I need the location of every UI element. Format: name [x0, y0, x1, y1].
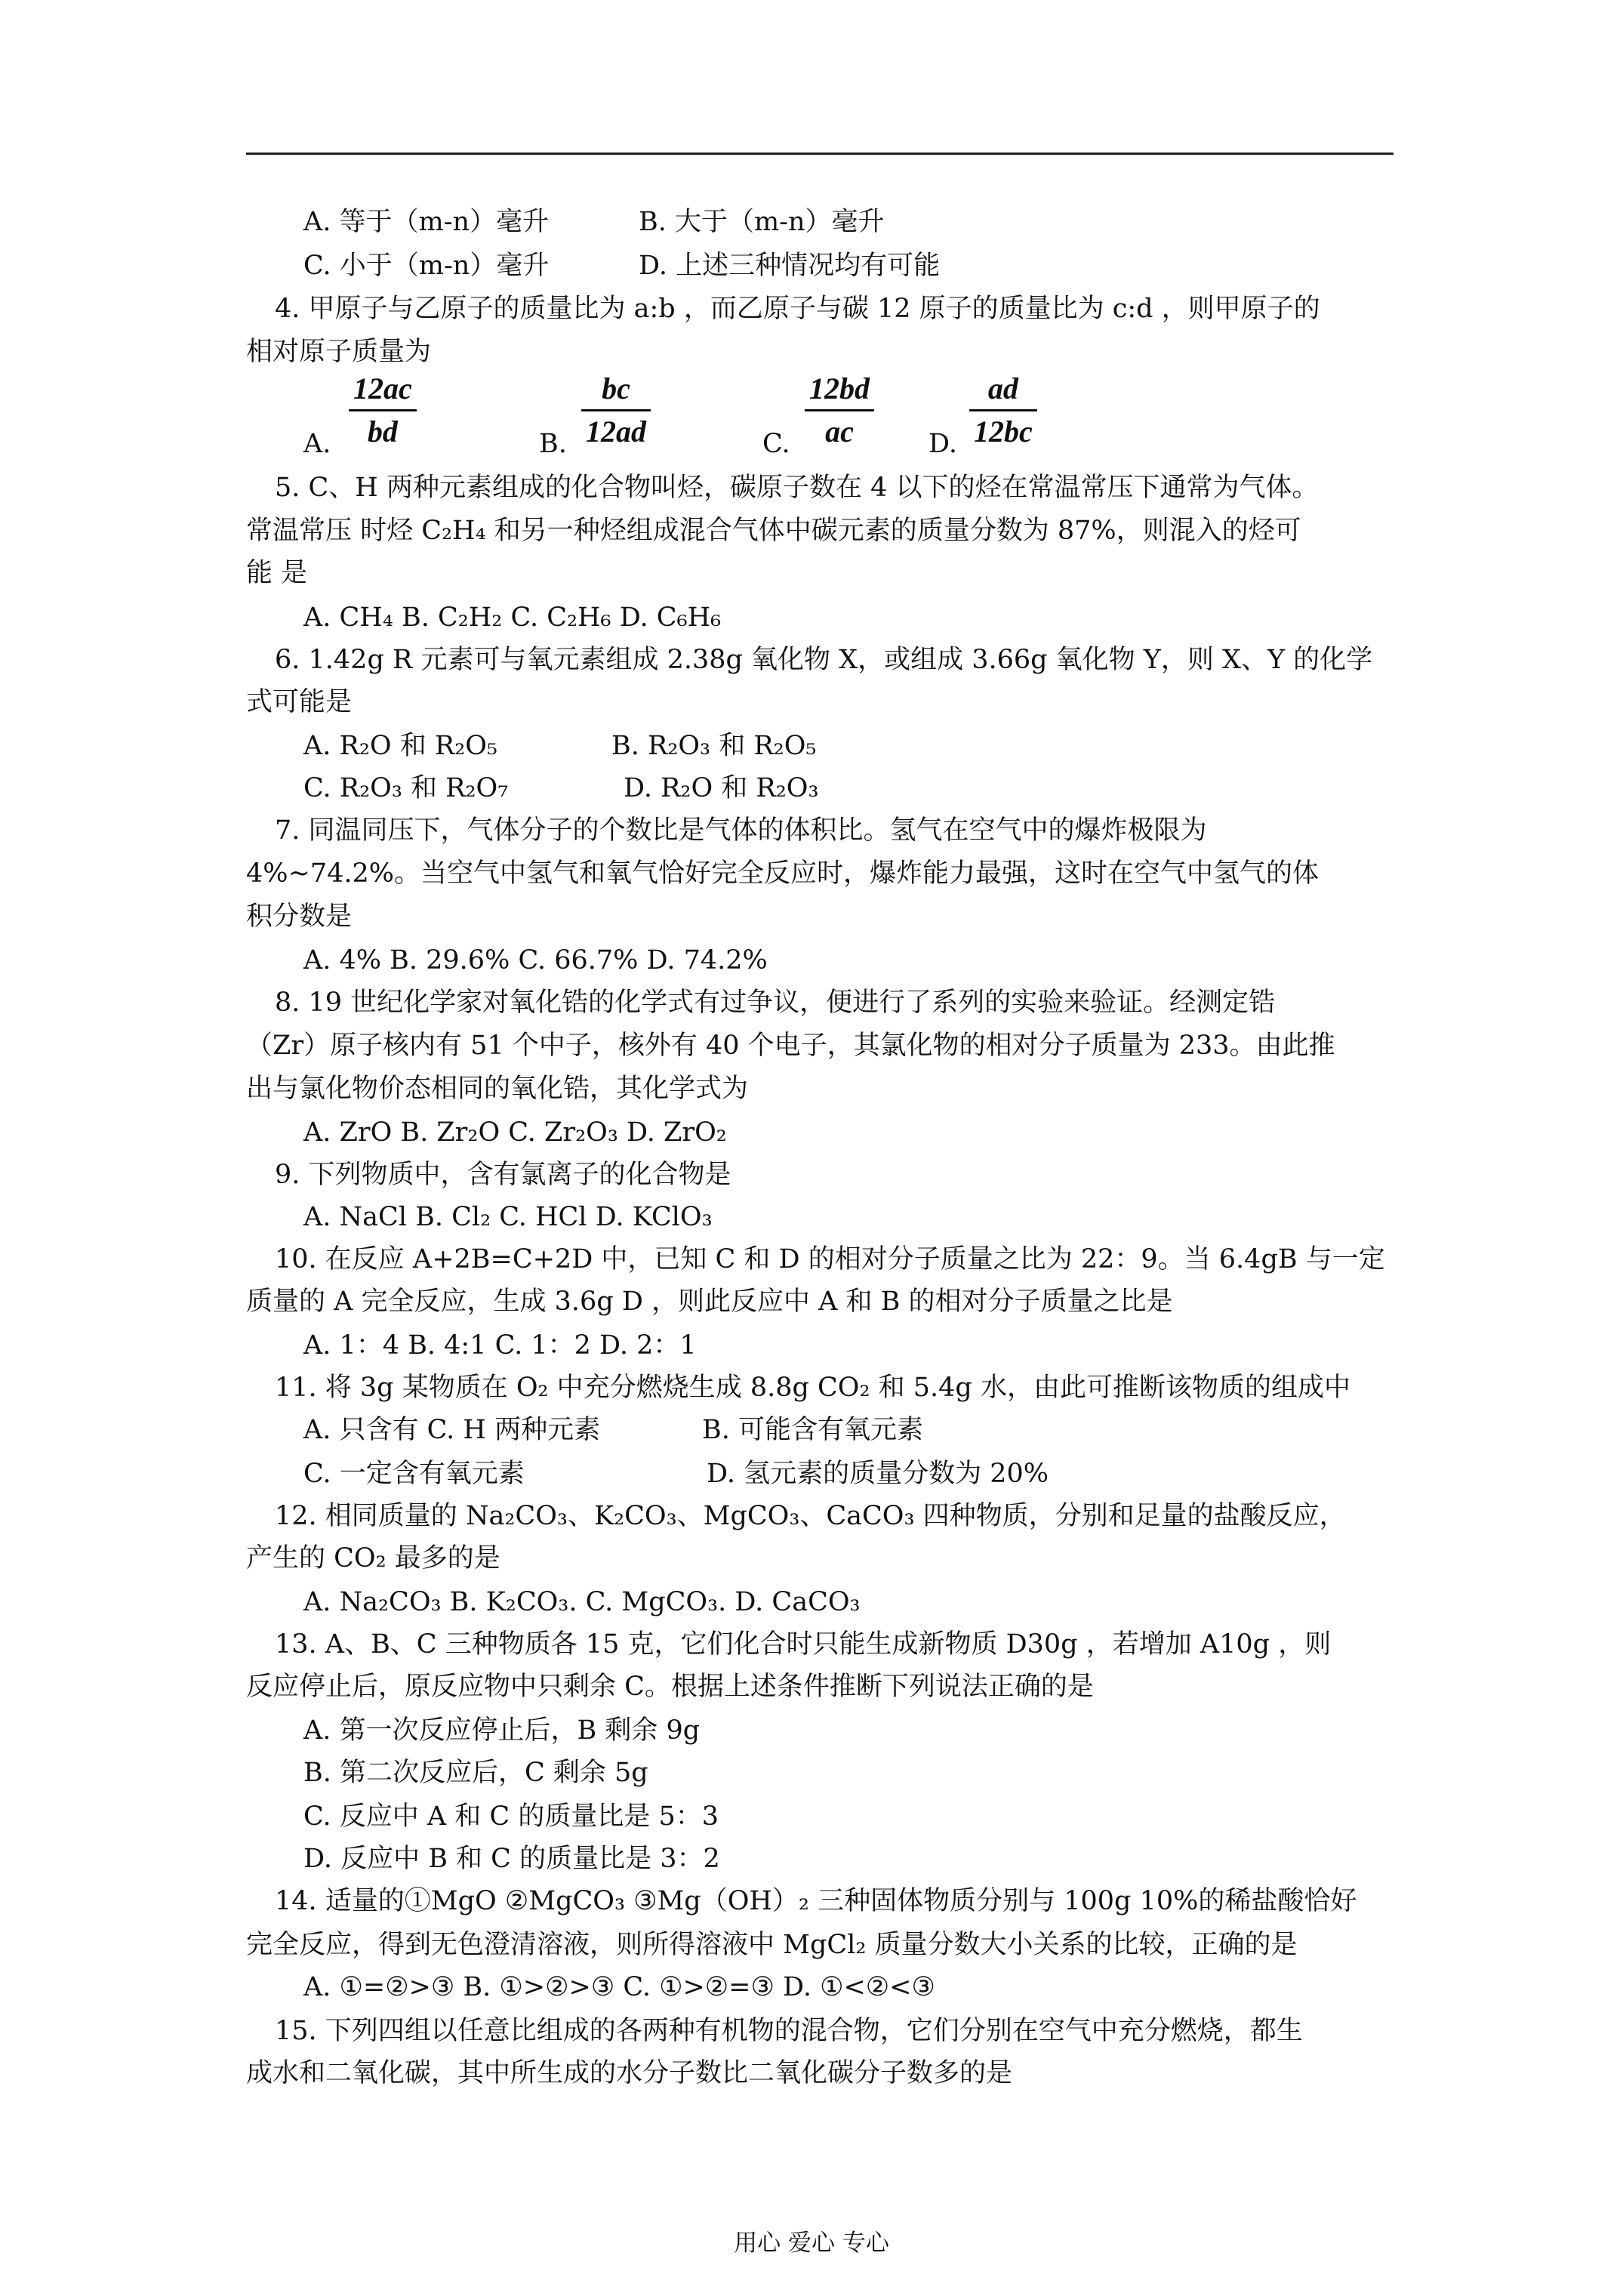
q6-option-c: C. R₂O₃ 和 R₂O₇ — [303, 773, 509, 803]
fraction-numerator: 12bd — [805, 368, 874, 411]
q15-stem-cont: 成水和二氧化碳，其中所生成的水分子数比二氧化碳分子数多的是 — [246, 2058, 1013, 2088]
fraction-numerator: 12ac — [349, 368, 417, 411]
q13-stem-cont: 反应停止后，原反应物中只剩余 C。根据上述条件推断下列说法正确的是 — [246, 1672, 1094, 1702]
q13-stem: 13. A、B、C 三种物质各 15 克，它们化合时只能生成新物质 D30g ，若增加 A10g ，则 — [275, 1629, 1332, 1660]
q5-options: A. CH₄ B. C₂H₂ C. C₂H₆ D. C₆H₆ — [303, 603, 722, 633]
q15-stem: 15. 下列四组以任意比组成的各两种有机物的混合物，它们分别在空气中充分燃烧，都生 — [275, 2016, 1303, 2046]
q6-stem-cont: 式可能是 — [246, 687, 353, 717]
page-footer: 用心 爱心 专心 — [734, 2230, 889, 2257]
q14-stem: 14. 适量的①MgO ②MgCO₃ ③Mg（OH）₂ 三种固体物质分别与 100g 10%的稀盐酸恰好 — [275, 1886, 1357, 1916]
q10-stem-cont: 质量的 A 完全反应，生成 3.6g D ，则此反应中 A 和 B 的相对分子质量之比是 — [246, 1287, 1173, 1317]
q4-stem: 4. 甲原子与乙原子的质量比为 a:b ，而乙原子与碳 12 原子的质量比为 c:d ，则甲原子的 — [275, 294, 1320, 324]
q5-stem-cont: 常温常压 时烃 C₂H₄ 和另一种烃组成混合气体中碳元素的质量分数为 87%，则混入的烃可 — [246, 516, 1301, 546]
q12-stem: 12. 相同质量的 Na₂CO₃、K₂CO₃、MgCO₃、CaCO₃ 四种物质，分别和足量的盐酸反应， — [275, 1501, 1346, 1531]
q4-stem-cont: 相对原子质量为 — [246, 337, 432, 367]
q7-options: A. 4% B. 29.6% C. 66.7% D. 74.2% — [303, 945, 768, 975]
q13-option-a: A. 第一次反应停止后，B 剩余 9g — [303, 1715, 701, 1746]
q5-stem-cont2: 能 是 — [246, 558, 308, 588]
q11-option-a: A. 只含有 C. H 两种元素 — [303, 1415, 601, 1445]
q10-stem: 10. 在反应 A+2B=C+2D 中，已知 C 和 D 的相对分子质量之比为 22：9。当 6.4gB 与一定 — [275, 1244, 1385, 1274]
fraction-denominator: bd — [367, 415, 398, 448]
q13-option-c: C. 反应中 A 和 C 的质量比是 5：3 — [303, 1801, 719, 1832]
q4-option-b-label: B. — [539, 429, 567, 459]
q11-stem: 11. 将 3g 某物质在 O₂ 中充分燃烧生成 8.8g CO₂ 和 5.4g 水，由此可推断该物质的组成中 — [275, 1373, 1350, 1403]
header-rule — [246, 153, 1394, 155]
q4-option-a-label: A. — [303, 429, 331, 459]
q6-stem: 6. 1.42g R 元素可与氧元素组成 2.38g 氧化物 X，或组成 3.66g 氧化物 Y，则 X、Y 的化学 — [275, 645, 1373, 675]
q8-options: A. ZrO B. Zr₂O C. Zr₂O₃ D. ZrO₂ — [303, 1117, 727, 1148]
fraction-denominator: 12bc — [974, 415, 1033, 448]
q3-option-b: B. 大于（m-n）毫升 — [639, 207, 885, 237]
q8-stem: 8. 19 世纪化学家对氧化锆的化学式有过争议，便进行了系列的实验来验证。经测定锆 — [275, 988, 1276, 1018]
q11-option-b: B. 可能含有氧元素 — [702, 1415, 923, 1445]
fraction-numerator: ad — [969, 368, 1037, 411]
fraction-denominator: 12ad — [586, 415, 646, 448]
fraction-denominator: ac — [825, 415, 854, 448]
q7-stem: 7. 同温同压下，气体分子的个数比是气体的体积比。氢气在空气中的爆炸极限为 — [275, 815, 1207, 846]
q5-stem: 5. C、H 两种元素组成的化合物叫烃，碳原子数在 4 以下的烃在常温常压下通常为气体。 — [275, 473, 1319, 503]
q4-option-d-label: D. — [929, 429, 957, 459]
q11-option-c: C. 一定含有氧元素 — [303, 1459, 525, 1489]
fraction-numerator: bc — [581, 368, 651, 411]
q7-stem-cont: 4%~74.2%。当空气中氢气和氧气恰好完全反应时，爆炸能力最强，这时在空气中氢气的体 — [246, 858, 1320, 889]
q4-option-b-fraction — [581, 368, 651, 452]
q7-stem-cont2: 积分数是 — [246, 901, 353, 932]
q3-option-a: A. 等于（m-n）毫升 — [303, 207, 550, 237]
q14-stem-cont: 完全反应，得到无色澄清溶液，则所得溶液中 MgCl₂ 质量分数大小关系的比较，正确的是 — [246, 1930, 1298, 1960]
q10-options: A. 1：4 B. 4:1 C. 1：2 D. 2：1 — [303, 1330, 697, 1361]
q4-option-d-fraction — [969, 368, 1037, 452]
q13-option-d: D. 反应中 B 和 C 的质量比是 3：2 — [303, 1844, 720, 1874]
q12-stem-cont: 产生的 CO₂ 最多的是 — [246, 1543, 500, 1573]
q14-options: A. ①=②>③ B. ①>②>③ C. ①>②=③ D. ①<②<③ — [303, 1972, 935, 2002]
q8-stem-cont2: 出与氯化物价态相同的氧化锆，其化学式为 — [246, 1074, 749, 1104]
q9-stem: 9. 下列物质中，含有氯离子的化合物是 — [275, 1160, 731, 1190]
q9-options: A. NaCl B. Cl₂ C. HCl D. KClO₃ — [303, 1202, 713, 1232]
q12-options: A. Na₂CO₃ B. K₂CO₃. C. MgCO₃. D. CaCO₃ — [303, 1587, 861, 1617]
q3-option-c: C. 小于（m-n）毫升 — [303, 251, 550, 281]
q6-option-a: A. R₂O 和 R₂O₅ — [303, 731, 497, 761]
q11-option-d: D. 氢元素的质量分数为 20% — [707, 1459, 1049, 1489]
q6-option-b: B. R₂O₃ 和 R₂O₅ — [611, 731, 817, 761]
q6-option-d: D. R₂O 和 R₂O₃ — [624, 773, 819, 803]
q4-option-c-fraction — [805, 368, 874, 452]
q4-option-a-fraction — [349, 368, 417, 452]
q4-option-c-label: C. — [762, 429, 790, 459]
q3-option-d: D. 上述三种情况均有可能 — [639, 251, 941, 281]
q8-stem-cont: （Zr）原子核内有 51 个中子，核外有 40 个电子，其氯化物的相对分子质量为 233。由此推 — [246, 1031, 1335, 1061]
q13-option-b: B. 第二次反应后，C 剩余 5g — [303, 1758, 648, 1788]
